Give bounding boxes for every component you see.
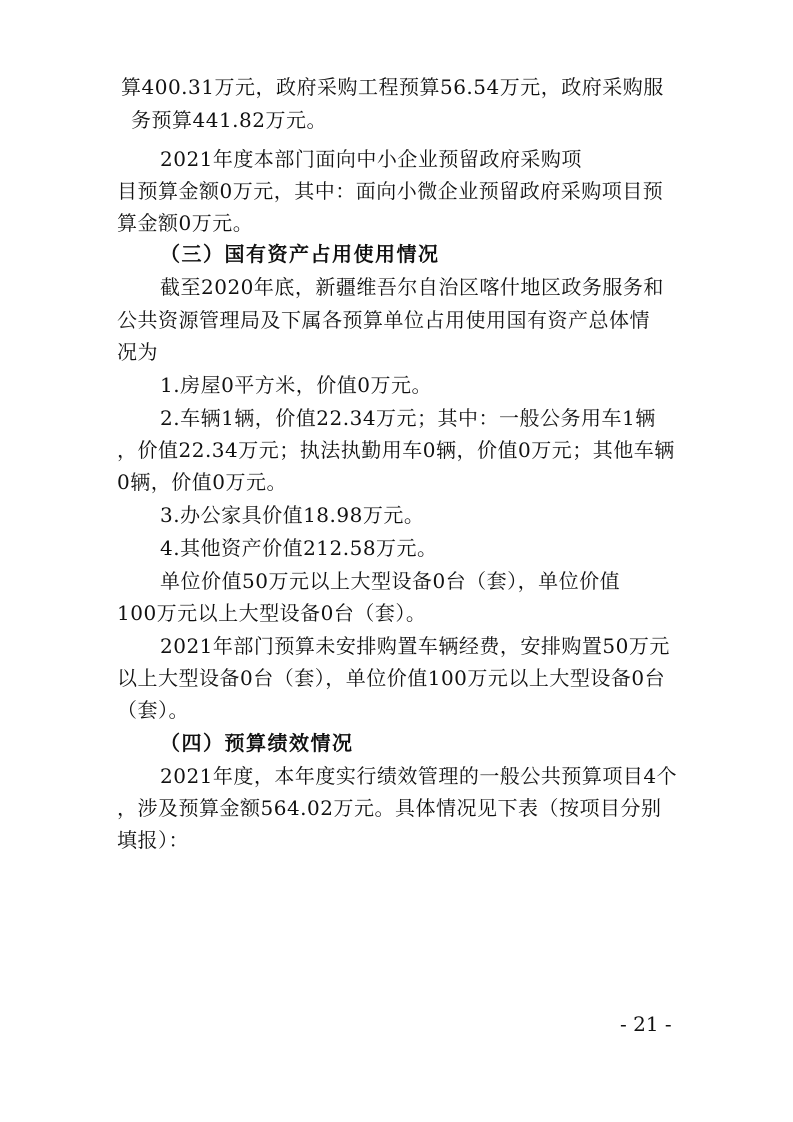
text-line: 100万元以上大型设备0台（套）。 — [117, 601, 427, 625]
text-line: 2021年度本部门面向中小企业预留政府采购项 — [160, 147, 582, 171]
text-line: 2021年部门预算未安排购置车辆经费，安排购置50万元 — [160, 634, 670, 658]
list-item: 1.房屋0平方米，价值0万元。 — [160, 373, 433, 397]
list-item: 2.车辆1辆，价值22.34万元；其中：一般公务用车1辆 — [160, 406, 656, 430]
text-line: 目预算金额0万元，其中：面向小微企业预留政府采购项目预 — [117, 179, 664, 203]
text-line: 务预算441.82万元。 — [131, 108, 327, 132]
text-line: 填报）： — [117, 828, 189, 852]
text-line: ，涉及预算金额564.02万元。具体情况见下表（按项目分别 — [117, 796, 662, 820]
text-line: 公共资源管理局及下属各预算单位占用使用国有资产总体情 — [117, 308, 650, 332]
list-item: 3.办公家具价值18.98万元。 — [160, 503, 425, 527]
text-line: 2021年度，本年度实行绩效管理的一般公共预算项目4个 — [160, 764, 678, 788]
text-line: 况为 — [117, 340, 158, 364]
text-line: 单位价值50万元以上大型设备0台（套），单位价值 — [160, 569, 621, 593]
text-line: 截至2020年底，新疆维吾尔自治区喀什地区政务服务和 — [160, 275, 664, 299]
section-heading: （三）国有资产占用使用情况 — [160, 242, 440, 266]
text-line: 以上大型设备0台（套），单位价值100万元以上大型设备0台 — [117, 666, 666, 690]
text-line: 0辆，价值0万元。 — [117, 470, 287, 494]
section-heading: （四）预算绩效情况 — [160, 731, 354, 755]
page-number: - 21 - — [620, 1012, 672, 1036]
text-line: 算金额0万元。 — [117, 211, 254, 235]
text-line: 算400.31万元，政府采购工程预算56.54万元，政府采购服 — [121, 75, 664, 99]
text-line: （套）。 — [117, 698, 189, 722]
text-line: ，价值22.34万元；执法执勤用车0辆，价值0万元；其他车辆 — [117, 438, 675, 462]
list-item: 4.其他资产价值212.58万元。 — [160, 536, 438, 560]
